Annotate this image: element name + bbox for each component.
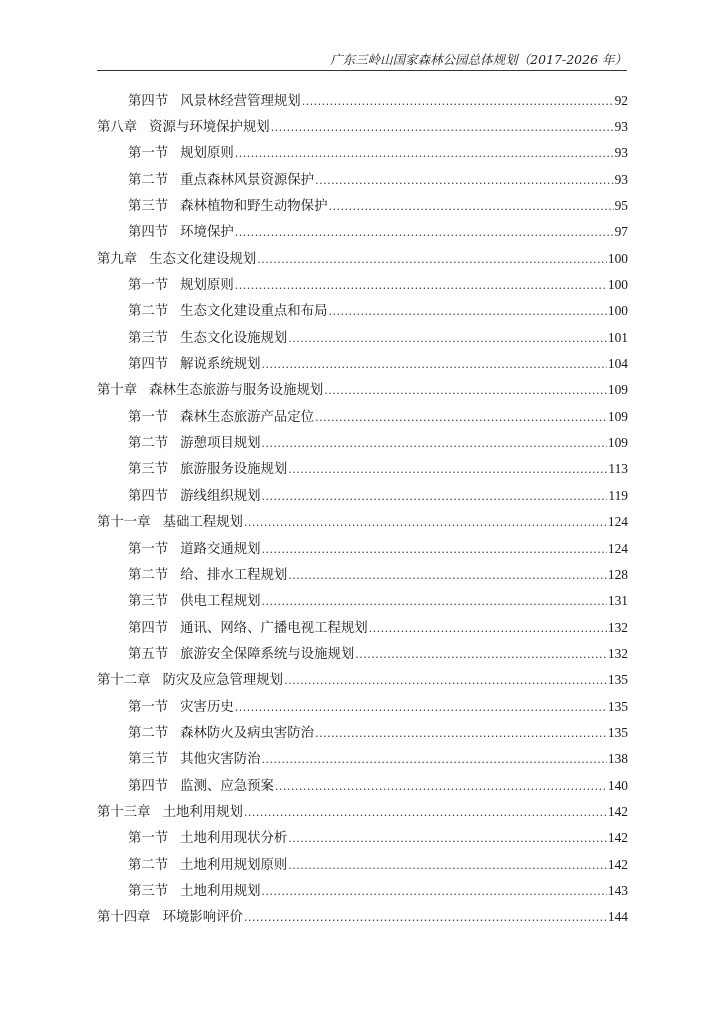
toc-entry-number: 第三节 [128, 594, 169, 610]
toc-entry-title: 土地利用现状分析 [180, 831, 288, 847]
toc-entry-number: 第三节 [128, 199, 169, 215]
toc-entry-line [97, 511, 628, 530]
toc-entry-title: 规划原则 [180, 146, 234, 162]
toc-section-row[interactable] [0, 428, 724, 454]
toc-entry-title: 环境保护 [180, 225, 234, 241]
toc-page-number: 97 [614, 224, 628, 240]
toc-entry-line [128, 880, 628, 899]
toc-dot-leader [257, 253, 607, 266]
toc-section-row[interactable] [0, 323, 724, 349]
toc-entry-number: 第十章 [97, 383, 138, 399]
toc-entry-number: 第三节 [128, 462, 169, 478]
toc-entry-number: 第四节 [128, 620, 169, 636]
toc-entry-title: 灾害历史 [180, 699, 234, 715]
toc-page-number: 128 [607, 566, 628, 582]
toc-entry-title: 森林防火及病虫害防治 [180, 725, 315, 741]
toc-entry-title: 土地利用规划原则 [180, 857, 288, 873]
toc-page-number: 124 [607, 540, 628, 556]
toc-entry-line [128, 142, 628, 161]
toc-section-row[interactable] [0, 402, 724, 428]
toc-entry-number: 第十四章 [97, 910, 151, 926]
toc-section-row[interactable] [0, 139, 724, 165]
toc-dot-leader [262, 543, 607, 556]
toc-dot-leader [328, 305, 606, 318]
toc-entry-number: 第三节 [128, 883, 169, 899]
toc-entry-number: 第一节 [128, 541, 169, 557]
toc-entry-title: 给、排水工程规划 [180, 567, 288, 583]
toc-entry-title: 旅游服务设施规划 [180, 462, 288, 478]
toc-dot-leader [315, 727, 607, 740]
toc-section-row[interactable] [0, 349, 724, 375]
toc-entry-title: 通讯、网络、广播电视工程规划 [180, 620, 368, 636]
toc-section-row[interactable] [0, 718, 724, 744]
toc-entry-line [97, 248, 628, 267]
toc-dot-leader [262, 358, 607, 371]
toc-entry-title: 土地利用规划 [162, 804, 243, 820]
toc-section-row[interactable] [0, 481, 724, 507]
toc-section-row[interactable] [0, 270, 724, 296]
toc-dot-leader [262, 885, 607, 898]
toc-entry-line [128, 300, 628, 319]
toc-page-number: 132 [607, 619, 628, 635]
toc-section-row[interactable] [0, 455, 724, 481]
toc-entry-line [128, 432, 628, 451]
toc-dot-leader [355, 648, 607, 661]
toc-page-number: 144 [607, 909, 628, 925]
toc-dot-leader [235, 147, 614, 160]
toc-entry-title: 道路交通规划 [180, 541, 261, 557]
toc-section-row[interactable] [0, 639, 724, 665]
toc-entry-title: 生态文化设施规划 [180, 330, 288, 346]
toc-entry-line [128, 617, 628, 636]
toc-entry-number: 第一节 [128, 699, 169, 715]
toc-page-number: 138 [607, 751, 628, 767]
toc-entry-title: 规划原则 [180, 278, 234, 294]
toc-entry-number: 第一节 [128, 831, 169, 847]
toc-section-row[interactable] [0, 587, 724, 613]
toc-entry-line [128, 406, 628, 425]
toc-dot-leader [244, 516, 607, 529]
toc-dot-leader [271, 121, 614, 134]
toc-entry-number: 第五节 [128, 646, 169, 662]
toc-section-row[interactable] [0, 692, 724, 718]
toc-page-number: 93 [614, 171, 628, 187]
toc-entry-line [97, 379, 628, 398]
toc-entry-line [128, 722, 628, 741]
toc-entry-line [97, 669, 628, 688]
toc-section-row[interactable] [0, 534, 724, 560]
toc-dot-leader [288, 569, 607, 582]
toc-entry-title: 监测、应急预案 [180, 778, 274, 794]
toc-page-number: 100 [607, 303, 628, 319]
toc-entry-line [128, 827, 628, 846]
toc-dot-leader [235, 701, 607, 714]
toc-page-number: 113 [608, 461, 628, 477]
toc-entry-number: 第十一章 [97, 515, 151, 531]
toc-entry-number: 第八章 [97, 120, 138, 136]
toc-entry-number: 第四节 [128, 225, 169, 241]
toc-dot-leader [262, 490, 608, 503]
toc-entry-number: 第三节 [128, 752, 169, 768]
toc-page-number: 109 [607, 435, 628, 451]
toc-dot-leader [244, 806, 607, 819]
toc-page-number: 109 [607, 382, 628, 398]
toc-entry-title: 游线组织规划 [180, 488, 261, 504]
toc-entry-title: 森林植物和野生动物保护 [180, 199, 328, 215]
toc-entry-line [128, 485, 628, 504]
toc-page-number: 100 [607, 277, 628, 293]
toc-page-number: 140 [607, 777, 628, 793]
toc-page-number: 143 [607, 882, 628, 898]
toc-entry-number: 第四节 [128, 488, 169, 504]
toc-page-number: 92 [614, 92, 628, 108]
toc-section-row[interactable] [0, 218, 724, 244]
toc-entry-title: 重点森林风景资源保护 [180, 172, 315, 188]
toc-section-row[interactable] [0, 850, 724, 876]
table-of-contents [0, 86, 724, 929]
toc-page-number: 132 [607, 645, 628, 661]
toc-entry-line [128, 353, 628, 372]
toc-entry-number: 第二节 [128, 725, 169, 741]
toc-page-number: 142 [607, 856, 628, 872]
toc-entry-line [97, 116, 628, 135]
toc-chapter-row[interactable] [0, 112, 724, 138]
toc-entry-line [128, 854, 628, 873]
toc-chapter-row[interactable] [0, 376, 724, 402]
toc-dot-leader [244, 911, 607, 924]
toc-entry-line [128, 696, 628, 715]
toc-entry-number: 第九章 [97, 251, 138, 267]
header-divider [97, 70, 627, 71]
page-header: 广东三岭山国家森林公园总体规划（2017-2026 年） [330, 52, 627, 67]
toc-entry-line [128, 564, 628, 583]
toc-section-row[interactable] [0, 876, 724, 902]
toc-entry-number: 第二节 [128, 857, 169, 873]
toc-dot-leader [235, 226, 614, 239]
toc-section-row[interactable] [0, 165, 724, 191]
toc-entry-number: 第一节 [128, 409, 169, 425]
toc-section-row[interactable] [0, 86, 724, 112]
toc-entry-line [128, 458, 628, 477]
toc-entry-number: 第十三章 [97, 804, 151, 820]
toc-dot-leader [284, 674, 607, 687]
toc-entry-title: 森林生态旅游产品定位 [180, 409, 315, 425]
toc-section-row[interactable] [0, 771, 724, 797]
toc-entry-title: 生态文化建设重点和布局 [180, 304, 328, 320]
toc-entry-line [128, 327, 628, 346]
toc-chapter-row[interactable] [0, 666, 724, 692]
toc-entry-title: 生态文化建设规划 [149, 251, 257, 267]
toc-entry-title: 环境影响评价 [162, 910, 243, 926]
toc-page-number: 142 [607, 803, 628, 819]
toc-entry-number: 第二节 [128, 304, 169, 320]
toc-dot-leader [288, 832, 607, 845]
toc-dot-leader [262, 753, 607, 766]
toc-page-number: 119 [608, 487, 628, 503]
toc-entry-title: 资源与环境保护规划 [149, 120, 270, 136]
toc-entry-title: 游憩项目规划 [180, 436, 261, 452]
toc-entry-line [128, 90, 628, 109]
toc-page-number: 142 [607, 830, 628, 846]
toc-dot-leader [315, 411, 607, 424]
toc-section-row[interactable] [0, 824, 724, 850]
toc-page-number: 124 [607, 514, 628, 530]
toc-entry-title: 土地利用规划 [180, 883, 261, 899]
toc-page-number: 95 [614, 198, 628, 214]
toc-entry-number: 第二节 [128, 436, 169, 452]
toc-entry-line [128, 643, 628, 662]
toc-page-number: 104 [607, 356, 628, 372]
toc-entry-title: 基础工程规划 [162, 515, 243, 531]
toc-entry-title: 供电工程规划 [180, 594, 261, 610]
toc-entry-line [97, 906, 628, 925]
toc-entry-line [128, 748, 628, 767]
toc-section-row[interactable] [0, 613, 724, 639]
toc-entry-number: 第一节 [128, 278, 169, 294]
toc-section-row[interactable] [0, 191, 724, 217]
toc-entry-line [128, 775, 628, 794]
toc-entry-number: 第三节 [128, 330, 169, 346]
toc-entry-line [97, 801, 628, 820]
toc-page-number: 100 [607, 250, 628, 266]
toc-page-number: 93 [614, 145, 628, 161]
toc-dot-leader [369, 622, 607, 635]
toc-entry-line [128, 169, 628, 188]
toc-dot-leader [315, 174, 614, 187]
toc-entry-number: 第二节 [128, 567, 169, 583]
toc-section-row[interactable] [0, 560, 724, 586]
toc-page-number: 135 [607, 724, 628, 740]
toc-entry-number: 第四节 [128, 778, 169, 794]
toc-entry-title: 旅游安全保障系统与设施规划 [180, 646, 355, 662]
toc-chapter-row[interactable] [0, 508, 724, 534]
toc-dot-leader [328, 200, 613, 213]
toc-entry-title: 森林生态旅游与服务设施规划 [149, 383, 324, 399]
toc-dot-leader [288, 859, 607, 872]
toc-page-number: 109 [607, 408, 628, 424]
toc-dot-leader [275, 780, 607, 793]
toc-page-number: 101 [607, 329, 628, 345]
toc-chapter-row[interactable] [0, 244, 724, 270]
toc-page-number: 131 [607, 593, 628, 609]
toc-entry-line [128, 221, 628, 240]
toc-entry-number: 第十二章 [97, 673, 151, 689]
toc-page-number: 93 [614, 119, 628, 135]
toc-entry-title: 解说系统规划 [180, 357, 261, 373]
toc-entry-number: 第四节 [128, 357, 169, 373]
toc-dot-leader [302, 95, 614, 108]
toc-entry-number: 第一节 [128, 146, 169, 162]
toc-page-number: 135 [607, 672, 628, 688]
toc-page-number: 135 [607, 698, 628, 714]
toc-entry-title: 风景林经营管理规划 [180, 93, 301, 109]
toc-dot-leader [235, 279, 607, 292]
toc-chapter-row[interactable] [0, 903, 724, 929]
toc-entry-title: 其他灾害防治 [180, 752, 261, 768]
toc-dot-leader [262, 437, 607, 450]
toc-section-row[interactable] [0, 297, 724, 323]
toc-dot-leader [288, 332, 607, 345]
toc-section-row[interactable] [0, 745, 724, 771]
toc-entry-line [128, 590, 628, 609]
toc-entry-number: 第四节 [128, 93, 169, 109]
toc-dot-leader [262, 595, 607, 608]
toc-chapter-row[interactable] [0, 797, 724, 823]
toc-entry-title: 防灾及应急管理规划 [162, 673, 284, 689]
toc-entry-line [128, 274, 628, 293]
toc-entry-line [128, 195, 628, 214]
toc-dot-leader [324, 384, 607, 397]
toc-entry-line [128, 538, 628, 557]
toc-entry-number: 第二节 [128, 172, 169, 188]
toc-dot-leader [288, 463, 607, 476]
